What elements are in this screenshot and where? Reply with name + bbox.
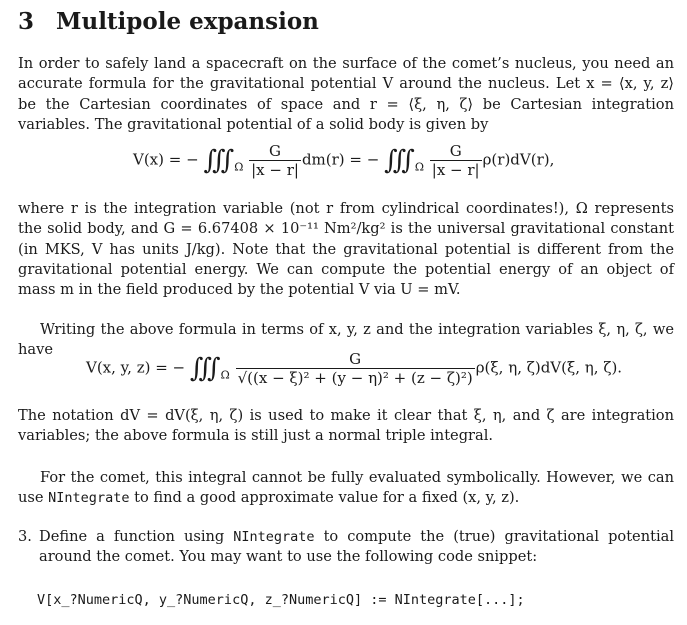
eq1-numerator-2: G <box>449 142 462 160</box>
eq1-fraction-2 <box>430 142 482 179</box>
exercise-text-pre: Define a function using <box>39 528 225 545</box>
exercise-code-nintegrate: NIntegrate <box>233 529 315 545</box>
exercise-text-post: to compute the (true) gravitational potential around the comet. You may want to use the following code snippet: <box>39 528 674 566</box>
eq1-triple-integral-2: ∭ <box>384 145 415 176</box>
eq1-lhs: V(x) = − <box>133 150 199 169</box>
section-number: 3 <box>18 8 35 35</box>
comet-code-nintegrate: NIntegrate <box>48 490 130 507</box>
eq2-lhs: V(x, y, z) = − <box>86 358 186 377</box>
eq2-triple-integral: ∭ <box>189 353 221 384</box>
eq2-fraction <box>236 350 475 387</box>
section-heading <box>18 8 319 35</box>
eq1-numerator-1: G <box>269 142 282 160</box>
equation-2 <box>86 350 622 387</box>
eq1-fraction-1 <box>249 142 301 179</box>
exercise-number: 3. <box>18 528 32 545</box>
intro-paragraph: In order to safely land a spacecraft on the surface of the comet’s nucleus, you need an accurate formula for the gravitational potential V around the nucleus. Let x = ⟨x, y, z⟩ be the Cartesian coordinates of space and r = ⟨ξ, η, ζ⟩ be Cartesian integration variables. The gravitational potential of a solid body is given by <box>18 55 674 133</box>
eq2-denominator: √((x − ξ)² + (y − η)² + (z − ζ)²) <box>237 369 473 387</box>
eq1-domain-2: Ω <box>414 160 424 174</box>
eq1-tail-2: ρ(r)dV(r), <box>482 150 555 169</box>
eq1-tail-1: dm(r) = − <box>301 150 380 169</box>
code-snippet: V[x_?NumericQ, y_?NumericQ, z_?NumericQ] := NIntegrate[...]; <box>37 592 525 608</box>
comet-text-pre: For the comet, this integral cannot be fully evaluated symbolically. However, we can use <box>18 469 674 507</box>
equation-1 <box>133 142 554 179</box>
notation-paragraph: The notation dV = dV(ξ, η, ζ) is used to make it clear that ξ, η, and ζ are integration variables; the above formula is still just a normal triple integral. <box>18 407 674 445</box>
eq1-denominator-1: |x − r| <box>251 161 299 179</box>
section-title: Multipole expansion <box>56 8 319 35</box>
rewrite-paragraph: Writing the above formula in terms of x, y, z and the integration variables ξ, η, ζ, we have <box>18 321 674 359</box>
eq2-domain: Ω <box>220 368 230 382</box>
eq1-denominator-2: |x − r| <box>431 161 480 179</box>
eq2-numerator: G <box>349 350 362 368</box>
exercise-item <box>18 527 674 568</box>
eq1-triple-integral-1: ∭ <box>203 145 235 176</box>
eq1-domain-1: Ω <box>234 160 244 174</box>
explanation-paragraph: where r is the integration variable (not r from cylindrical coordinates!), Ω represents the solid body, and G = 6.67408 × 10⁻¹¹ Nm²/kg² is the universal gravitational constant (in MKS, V has units J/kg). Note that the gravitational potential is different from the gravitational potential energy. We can compute the potential energy of an object of mass m in the field produced by the potential V via U = mV. <box>18 200 674 299</box>
comet-text-post: to find a good approximate value for a fixed (x, y, z). <box>134 489 520 507</box>
comet-paragraph <box>18 468 674 509</box>
exercise-text <box>39 527 674 568</box>
eq2-tail: ρ(ξ, η, ζ)dV(ξ, η, ζ). <box>475 358 623 377</box>
